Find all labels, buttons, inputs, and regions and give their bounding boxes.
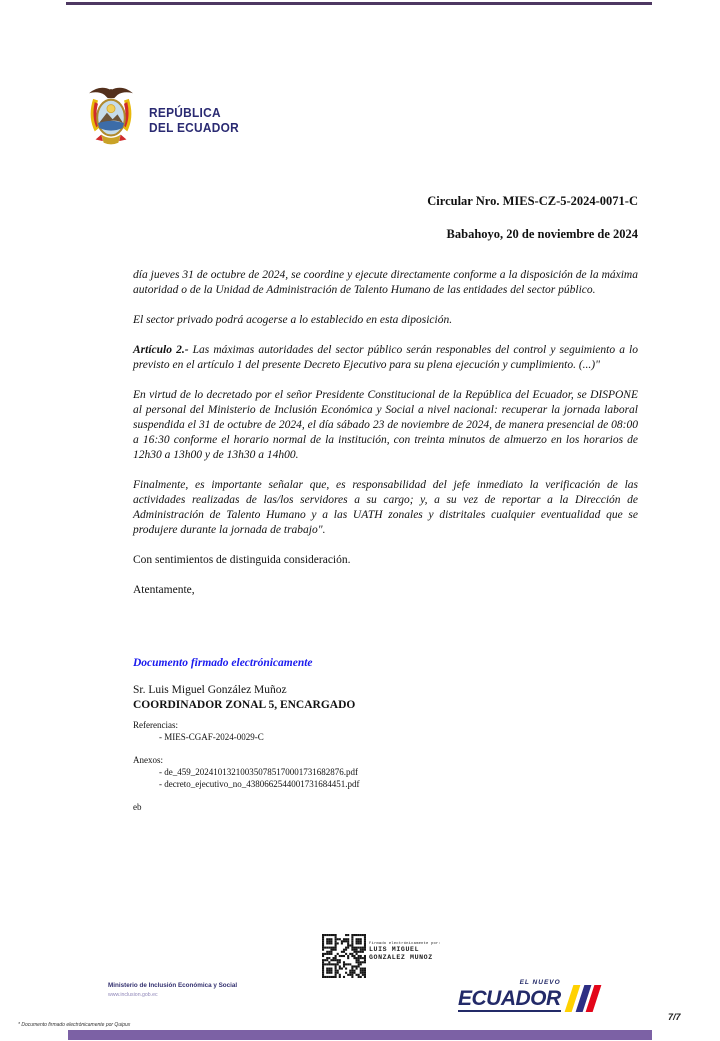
anexo-item: - decreto_ejecutivo_no_4380662544001731684451.pdf [159, 779, 360, 789]
brand-small-text: EL NUEVO [519, 979, 561, 986]
ministry-footer [108, 982, 237, 998]
references-section [133, 719, 359, 813]
brand-large-text: ECUADOR [458, 986, 561, 1010]
ministry-name: Ministerio de Inclusión Económica y Social [108, 982, 238, 989]
top-rule [66, 2, 652, 5]
bottom-bar [68, 1030, 652, 1040]
qr-code-icon [322, 934, 366, 978]
anexos-label: Anexos: [133, 755, 163, 765]
letterhead [85, 82, 244, 158]
reference-item: - MIES-CGAF-2024-0029-C [159, 732, 264, 742]
ecuador-coat-of-arms-icon [85, 82, 137, 158]
paragraph-1: día jueves 31 de octubre de 2024, se coordine y ejecute directamente conforme a la disposición de la máxima autoridad o de la Unidad de Administración de Talento Humano de las entidades del sector público. [133, 269, 638, 296]
references-label: Referencias: [133, 720, 178, 730]
signature-block [133, 656, 355, 712]
article-2-lead: Artículo 2.- [133, 344, 189, 356]
republic-line1: REPÚBLICA [149, 106, 221, 120]
paragraph-2: El sector privado podrá acogerse a lo establecido en esta diposición. [133, 314, 453, 326]
circular-number: Circular Nro. MIES-CZ-5-2024-0071-C [427, 194, 638, 208]
el-nuevo-ecuador-logo [458, 980, 597, 1012]
dateline: Babahoyo, 20 de noviembre de 2024 [446, 227, 638, 241]
ministry-website: www.inclusion.gob.ec [108, 992, 158, 998]
electronic-signature-note: Documento firmado electrónicamente [133, 657, 313, 669]
brand-wordmark [458, 980, 561, 1012]
qr-signer-text [369, 942, 441, 961]
closing-line: Con sentimientos de distinguida consideración. [133, 554, 351, 566]
paragraph-3 [133, 343, 638, 373]
republic-line2: DEL ECUADOR [149, 121, 240, 135]
signer-name: Sr. Luis Miguel González Muñoz [133, 684, 287, 696]
republic-wordmark [149, 106, 239, 136]
anexo-item: - de_459_202410132100350785170001731682876.pdf [159, 767, 358, 777]
article-2-text: Las máximas autoridades del sector público serán responables del control y seguimiento a lo previsto en el artículo 1 del presente Decreto Ejecutivo para su plena ejecución y cumplimiento. (...)" [133, 344, 638, 371]
letter-body [133, 268, 638, 613]
salutation-line: Atentamente, [133, 584, 195, 596]
paragraph-5: Finalmente, es importante señalar que, es responsabilidad del jefe inmediato la verificación de las actividades realizadas de las/los servidores a su cargo; y, a su vez de reportar a la Dirección de Administración de Talento Humano y a las UATH zonales y distritales cualquier eventualidad que se produjere durante la jornada de trabajo". [133, 479, 638, 536]
brand-stripes-icon [566, 985, 598, 1012]
qr-signer-name-line2: GONZALEZ MUNOZ [369, 953, 433, 961]
title-block [133, 194, 638, 242]
qr-caption: Firmado electrónicamente por: [369, 942, 441, 946]
quipux-footnote: * Documento firmado electrónicamente por Quipux [18, 1022, 131, 1028]
qr-signature-stamp [322, 934, 441, 978]
qr-signer-name-line1: LUIS MIGUEL [369, 946, 420, 953]
qr-code-matrix [322, 934, 366, 978]
page-number: 7/7 [668, 1012, 681, 1022]
clerk-initials: eb [133, 802, 142, 812]
paragraph-4: En virtud de lo decretado por el señor Presidente Constitucional de la República del Ecuador, se DISPONE al personal del Ministerio de Inclusión Económica y Social a nivel nacional: recuperar la jornada laboral suspendida el 31 de octubre de 2024, el día sábado 23 de noviembre de 2024, de manera presencial de 08:00 a 16:30 conforme el horario normal de la institución, con treinta minutos de almuerzo en los horarios de 12h30 a 13h00 y de 13h30 a 14h00. [133, 389, 638, 461]
signer-title: COORDINADOR ZONAL 5, ENCARGADO [133, 699, 356, 711]
